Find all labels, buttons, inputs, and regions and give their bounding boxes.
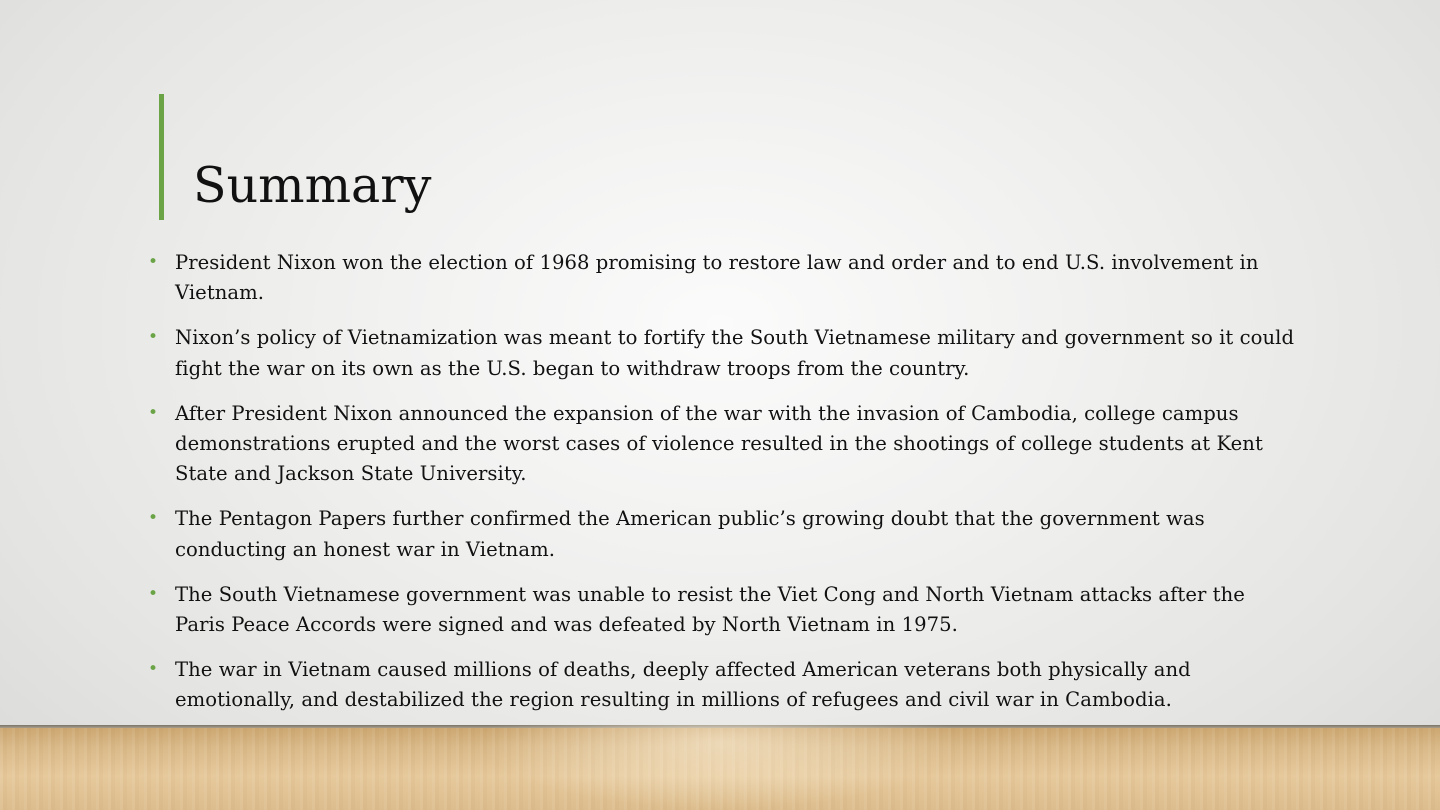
bullet-icon: • xyxy=(148,659,159,680)
bullet-text: The South Vietnamese government was unable to resist the Viet Cong and North Vietnam attacks after the Paris Peace Accords were signed and was defeated by North Vietnam in 1975. xyxy=(175,582,1245,637)
bullet-list xyxy=(148,248,1298,731)
list-item xyxy=(148,580,1298,640)
bullet-icon: • xyxy=(148,252,159,272)
list-item xyxy=(148,248,1298,308)
floor-light-reflection xyxy=(480,725,960,810)
bullet-text: The war in Vietnam caused millions of deaths, deeply affected American veterans both physically and emotionally, and destabilized the region resulting in millions of refugees and civil war in Cambodia. xyxy=(175,658,1191,712)
bullet-text: After President Nixon announced the expansion of the war with the invasion of Cambodia, college campus demonstrations erupted and the worst cases of violence resulted in the shootings of college students at Kent State and Jackson State University. xyxy=(175,401,1263,486)
bullet-text: The Pentagon Papers further confirmed the American public’s growing doubt that the government was conducting an honest war in Vietnam. xyxy=(175,507,1205,561)
title-accent-bar xyxy=(159,94,164,220)
bullet-icon: • xyxy=(148,583,159,604)
bullet-icon: • xyxy=(148,508,159,529)
list-item xyxy=(148,504,1298,564)
list-item xyxy=(148,323,1298,383)
slide-title: Summary xyxy=(193,157,432,214)
bullet-icon: • xyxy=(148,402,159,423)
bullet-icon: • xyxy=(148,327,159,348)
bullet-text: Nixon’s policy of Vietnamization was meant to fortify the South Vietnamese military and government so it could fight the war on its own as the U.S. began to withdraw troops from the country. xyxy=(175,326,1295,380)
list-item xyxy=(148,655,1298,715)
bullet-text: President Nixon won the election of 1968 promising to restore law and order and to end U.S. involvement in Vietnam. xyxy=(175,251,1259,305)
list-item xyxy=(148,399,1298,490)
